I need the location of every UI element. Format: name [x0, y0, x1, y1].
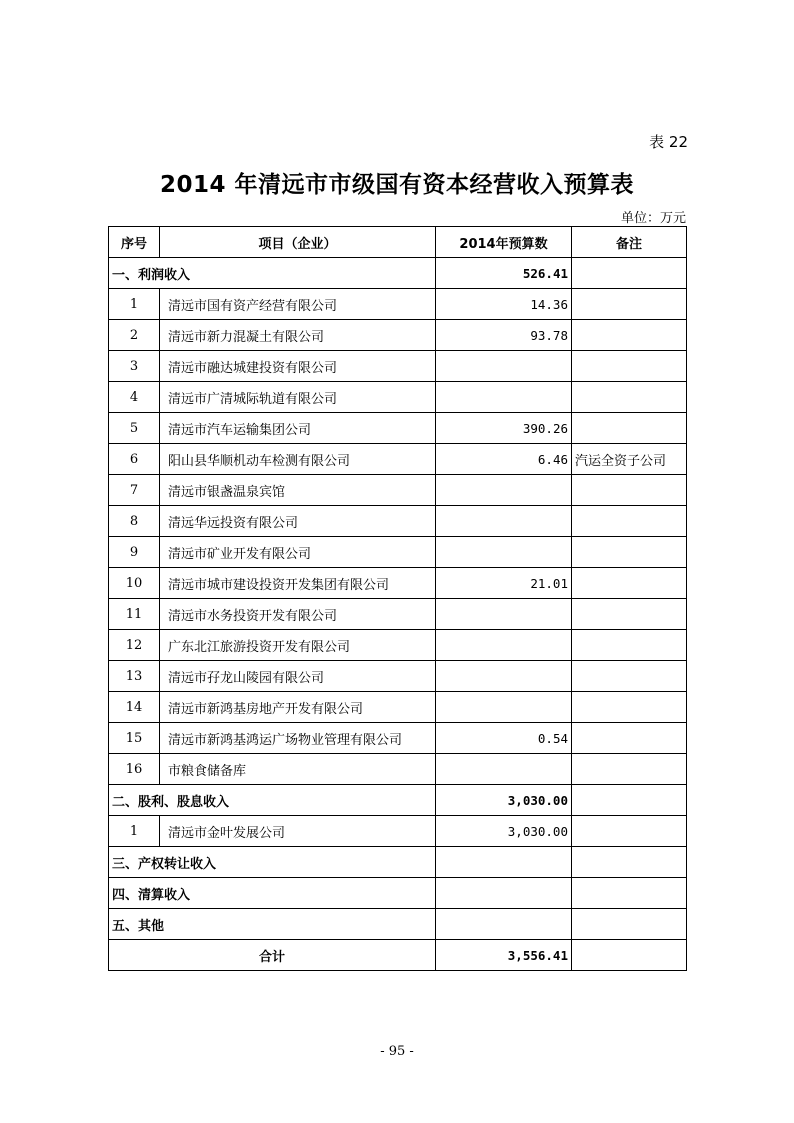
- table-row: [109, 320, 687, 351]
- total-note: [572, 940, 687, 971]
- row-note: 汽运全资子公司: [572, 444, 687, 475]
- table-number: 表 22: [649, 133, 688, 151]
- table-row: [109, 475, 687, 506]
- row-amount: [436, 661, 572, 692]
- table-row: [109, 506, 687, 537]
- row-seq: 7: [109, 475, 160, 506]
- section-row: [109, 847, 687, 878]
- table-row: [109, 568, 687, 599]
- section-row: [109, 909, 687, 940]
- section-amount: [436, 878, 572, 909]
- row-amount: 14.36: [436, 289, 572, 320]
- row-seq: 12: [109, 630, 160, 661]
- table-row: [109, 599, 687, 630]
- row-note: [572, 537, 687, 568]
- table-row: [109, 754, 687, 785]
- row-amount: [436, 754, 572, 785]
- row-note: [572, 754, 687, 785]
- row-note: [572, 351, 687, 382]
- row-company-name: 清远市银盏温泉宾馆: [160, 475, 436, 506]
- row-company-name: 清远市新鸿基鸿运广场物业管理有限公司: [160, 723, 436, 754]
- header-row: [109, 227, 687, 258]
- row-company-name: 清远市矿业开发有限公司: [160, 537, 436, 568]
- budget-table: [108, 226, 687, 971]
- row-amount: [436, 475, 572, 506]
- section-note: [572, 785, 687, 816]
- row-note: [572, 816, 687, 847]
- section-label: 四、清算收入: [109, 878, 436, 909]
- row-amount: [436, 537, 572, 568]
- row-note: [572, 723, 687, 754]
- section-note: [572, 847, 687, 878]
- row-company-name: 阳山县华顺机动车检测有限公司: [160, 444, 436, 475]
- row-company-name: 清远市孖龙山陵园有限公司: [160, 661, 436, 692]
- row-company-name: 清远市新力混凝土有限公司: [160, 320, 436, 351]
- row-amount: [436, 382, 572, 413]
- row-amount: [436, 506, 572, 537]
- table-row: [109, 382, 687, 413]
- row-company-name: 清远市融达城建投资有限公司: [160, 351, 436, 382]
- table-row: [109, 692, 687, 723]
- section-note: [572, 878, 687, 909]
- table-row: [109, 351, 687, 382]
- total-label: 合计: [109, 940, 436, 971]
- page-number: - 95 -: [380, 1044, 414, 1059]
- row-amount: [436, 630, 572, 661]
- row-amount: [436, 599, 572, 630]
- row-amount: [436, 692, 572, 723]
- header-seq: 序号: [109, 227, 160, 258]
- row-seq: 13: [109, 661, 160, 692]
- row-seq: 2: [109, 320, 160, 351]
- section-label: 二、股利、股息收入: [109, 785, 436, 816]
- row-amount: 0.54: [436, 723, 572, 754]
- row-note: [572, 413, 687, 444]
- row-company-name: 广东北江旅游投资开发有限公司: [160, 630, 436, 661]
- row-seq: 9: [109, 537, 160, 568]
- table-row: [109, 537, 687, 568]
- row-note: [572, 320, 687, 351]
- row-company-name: 清远华远投资有限公司: [160, 506, 436, 537]
- row-company-name: 清远市水务投资开发有限公司: [160, 599, 436, 630]
- row-seq: 11: [109, 599, 160, 630]
- row-seq: 1: [109, 289, 160, 320]
- row-seq: 15: [109, 723, 160, 754]
- row-note: [572, 289, 687, 320]
- total-row: [109, 940, 687, 971]
- row-note: [572, 630, 687, 661]
- row-amount: 390.26: [436, 413, 572, 444]
- table-row: [109, 661, 687, 692]
- section-amount: 526.41: [436, 258, 572, 289]
- row-note: [572, 599, 687, 630]
- table-row: [109, 630, 687, 661]
- table-row: [109, 413, 687, 444]
- section-amount: 3,030.00: [436, 785, 572, 816]
- row-seq: 14: [109, 692, 160, 723]
- row-seq: 5: [109, 413, 160, 444]
- section-amount: [436, 847, 572, 878]
- row-company-name: 清远市金叶发展公司: [160, 816, 436, 847]
- table-row: [109, 289, 687, 320]
- section-row: [109, 878, 687, 909]
- row-company-name: 清远市广清城际轨道有限公司: [160, 382, 436, 413]
- header-budget: 2014年预算数: [436, 227, 572, 258]
- section-note: [572, 909, 687, 940]
- section-note: [572, 258, 687, 289]
- row-company-name: 清远市新鸿基房地产开发有限公司: [160, 692, 436, 723]
- section-amount: [436, 909, 572, 940]
- page-title: 2014 年清远市市级国有资本经营收入预算表: [159, 172, 635, 198]
- row-seq: 10: [109, 568, 160, 599]
- row-amount: 3,030.00: [436, 816, 572, 847]
- row-seq: 8: [109, 506, 160, 537]
- row-company-name: 市粮食储备库: [160, 754, 436, 785]
- row-seq: 1: [109, 816, 160, 847]
- unit-label: 单位：万元: [620, 211, 686, 226]
- row-amount: 6.46: [436, 444, 572, 475]
- section-row: [109, 785, 687, 816]
- total-amount: 3,556.41: [436, 940, 572, 971]
- table-body: [109, 258, 687, 971]
- section-label: 三、产权转让收入: [109, 847, 436, 878]
- section-label: 五、其他: [109, 909, 436, 940]
- row-company-name: 清远市汽车运输集团公司: [160, 413, 436, 444]
- row-note: [572, 382, 687, 413]
- row-amount: 93.78: [436, 320, 572, 351]
- row-note: [572, 661, 687, 692]
- row-amount: [436, 351, 572, 382]
- header-project: 项目（企业）: [160, 227, 436, 258]
- row-amount: 21.01: [436, 568, 572, 599]
- section-label: 一、利润收入: [109, 258, 436, 289]
- table-row: [109, 816, 687, 847]
- row-company-name: 清远市城市建设投资开发集团有限公司: [160, 568, 436, 599]
- row-note: [572, 506, 687, 537]
- section-row: [109, 258, 687, 289]
- row-seq: 16: [109, 754, 160, 785]
- row-seq: 4: [109, 382, 160, 413]
- table-row: [109, 723, 687, 754]
- table-row: [109, 444, 687, 475]
- row-company-name: 清远市国有资产经营有限公司: [160, 289, 436, 320]
- row-note: [572, 568, 687, 599]
- row-seq: 3: [109, 351, 160, 382]
- row-note: [572, 692, 687, 723]
- header-note: 备注: [572, 227, 687, 258]
- row-note: [572, 475, 687, 506]
- row-seq: 6: [109, 444, 160, 475]
